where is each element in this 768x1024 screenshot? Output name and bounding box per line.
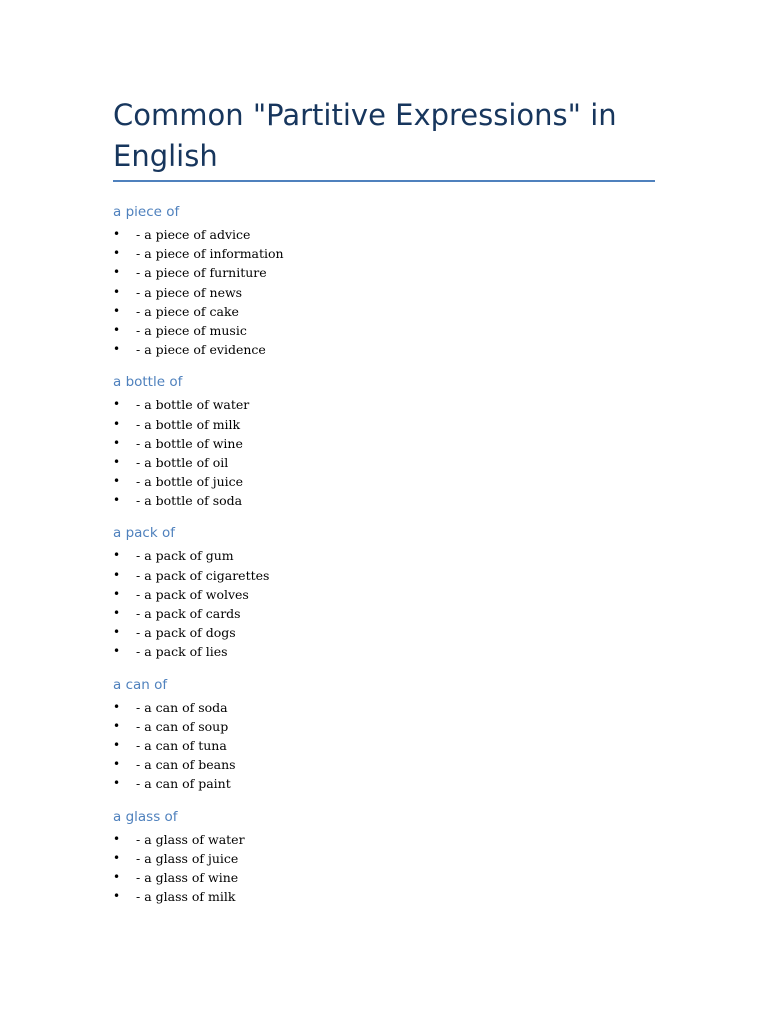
bullet-list xyxy=(113,395,673,510)
section xyxy=(113,524,673,661)
title-underline xyxy=(113,180,655,182)
section xyxy=(113,203,673,359)
list-item xyxy=(113,830,673,849)
bullet-icon: • xyxy=(113,322,121,337)
bullet-icon: • xyxy=(113,850,121,865)
list-item-text: - a piece of music xyxy=(136,322,247,338)
bullet-icon: • xyxy=(113,606,121,620)
bullet-icon: • xyxy=(113,454,121,469)
list-item xyxy=(113,849,673,868)
bullet-icon: • xyxy=(113,548,121,563)
list-item-text: - a pack of dogs xyxy=(136,625,236,641)
list-item xyxy=(113,453,673,472)
bullet-icon: • xyxy=(113,284,121,299)
section-heading: a piece of xyxy=(113,204,180,220)
list-item-text: - a can of soda xyxy=(136,699,228,715)
bullet-icon: • xyxy=(113,644,121,659)
list-item-text: - a can of tuna xyxy=(136,737,227,753)
list-item xyxy=(113,698,673,717)
section-heading: a pack of xyxy=(113,525,175,542)
list-item xyxy=(113,736,673,755)
section xyxy=(113,808,673,907)
list-item xyxy=(113,321,673,340)
list-item xyxy=(113,604,673,623)
list-item xyxy=(113,546,673,565)
list-item-text: - a bottle of soda xyxy=(136,493,243,509)
bullet-icon: • xyxy=(113,265,121,280)
bullet-list xyxy=(113,225,673,359)
list-item xyxy=(113,566,673,585)
bullet-icon: • xyxy=(113,342,121,357)
list-item xyxy=(113,225,673,244)
list-item xyxy=(113,283,673,302)
bullet-icon: • xyxy=(113,757,121,772)
list-item xyxy=(113,717,673,736)
bullet-icon: • xyxy=(113,776,121,791)
list-item xyxy=(113,415,673,434)
list-item xyxy=(113,244,673,263)
list-item xyxy=(113,585,673,604)
list-item-text: - a bottle of juice xyxy=(136,474,244,490)
list-item xyxy=(113,774,673,793)
bullet-icon: • xyxy=(113,586,121,601)
list-item xyxy=(113,491,673,510)
bullet-icon: • xyxy=(113,246,121,261)
bullet-icon: • xyxy=(113,737,121,752)
list-item-text: - a bottle of wine xyxy=(136,435,243,451)
section-heading: a glass of xyxy=(113,808,178,825)
list-item-text: - a pack of gum xyxy=(136,548,234,564)
list-item-text: - a pack of cards xyxy=(136,606,241,621)
bullet-icon: • xyxy=(113,474,121,489)
list-item-text: - a pack of cigarettes xyxy=(136,567,270,583)
list-item xyxy=(113,868,673,887)
bullet-list xyxy=(113,830,673,907)
list-item-text: - a can of soup xyxy=(136,718,229,734)
list-item-text: - a pack of wolves xyxy=(136,586,249,602)
list-item-text: - a piece of advice xyxy=(136,227,251,242)
bullet-icon: • xyxy=(113,625,121,640)
bullet-icon: • xyxy=(113,435,121,450)
list-item-text: - a can of beans xyxy=(136,757,236,773)
list-item-text: - a piece of cake xyxy=(136,303,239,319)
section-heading: a can of xyxy=(113,676,168,693)
list-item-text: - a can of paint xyxy=(136,776,231,792)
bullet-list xyxy=(113,546,673,661)
bullet-icon: • xyxy=(113,493,121,508)
list-item-text: - a piece of news xyxy=(136,284,243,300)
list-item-text: - a piece of information xyxy=(136,246,284,262)
section-heading: a bottle of xyxy=(113,374,183,391)
list-item xyxy=(113,755,673,774)
list-item xyxy=(113,887,673,906)
list-item-text: - a glass of milk xyxy=(136,889,236,905)
bullet-icon: • xyxy=(113,889,121,904)
list-item xyxy=(113,642,673,661)
list-item-text: - a bottle of water xyxy=(136,397,250,413)
bullet-icon: • xyxy=(113,718,121,733)
list-item-text: - a glass of water xyxy=(136,831,245,847)
list-item-text: - a piece of evidence xyxy=(136,342,266,358)
list-item-text: - a piece of furniture xyxy=(136,265,267,281)
list-item xyxy=(113,434,673,453)
list-item xyxy=(113,472,673,491)
list-item xyxy=(113,395,673,414)
bullet-icon: • xyxy=(113,567,121,582)
document-body xyxy=(113,203,673,920)
bullet-icon: • xyxy=(113,416,121,431)
list-item xyxy=(113,623,673,642)
bullet-icon: • xyxy=(113,869,121,884)
bullet-icon: • xyxy=(113,699,121,714)
list-item-text: - a glass of wine xyxy=(136,869,239,885)
document-title: Common "Partitive Expressions" in English xyxy=(113,98,617,173)
bullet-icon: • xyxy=(113,303,121,318)
bullet-icon: • xyxy=(113,831,121,846)
list-item xyxy=(113,263,673,282)
bullet-icon: • xyxy=(113,397,121,412)
list-item xyxy=(113,340,673,359)
list-item-text: - a bottle of oil xyxy=(136,454,229,470)
list-item-text: - a pack of lies xyxy=(136,644,228,660)
list-item-text: - a bottle of milk xyxy=(136,416,241,432)
bullet-list xyxy=(113,698,673,794)
list-item-text: - a glass of juice xyxy=(136,850,239,866)
section xyxy=(113,676,673,794)
bullet-icon: • xyxy=(113,227,121,241)
list-item xyxy=(113,302,673,321)
section xyxy=(113,373,673,510)
